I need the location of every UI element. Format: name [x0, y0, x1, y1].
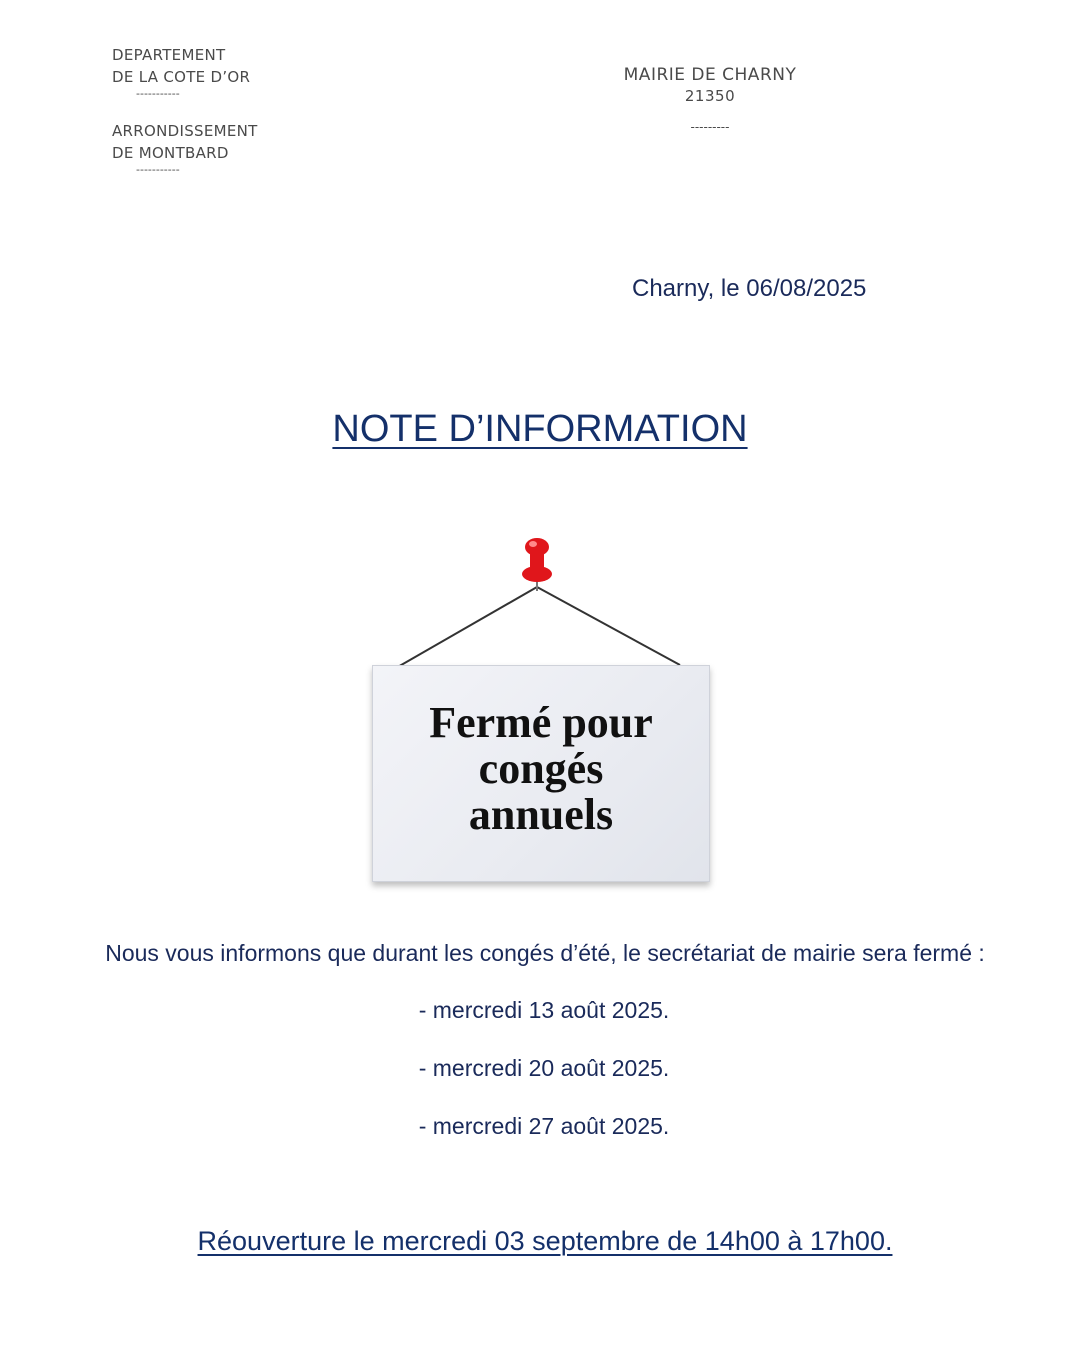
page-title-text: NOTE D’INFORMATION: [332, 408, 748, 450]
sign-line-1: Fermé pour: [429, 698, 653, 747]
mairie-name: MAIRIE DE CHARNY: [623, 65, 797, 85]
closed-date-item: - mercredi 13 août 2025.: [418, 997, 670, 1023]
sign-line-2: congés: [478, 744, 604, 793]
body-paragraph: Nous vous informons que durant les congés d’été, le secrétariat de mairie sera fermé :: [105, 940, 985, 966]
header-department-block: [112, 44, 258, 176]
sign-text: [373, 700, 709, 838]
header-mairie-block: [560, 64, 860, 134]
arrondissement-line2: DE MONTBARD: [112, 144, 229, 162]
reopening-text: Réouverture le mercredi 03 septembre de 14h00 à 17h00.: [197, 1226, 893, 1256]
push-pin-icon: [522, 538, 552, 591]
departement-line1: DEPARTEMENT: [112, 46, 226, 64]
date-line: Charny, le 06/08/2025: [632, 275, 867, 302]
closed-sign-illustration: [280, 525, 820, 895]
closed-date-item: - mercredi 27 août 2025.: [418, 1113, 670, 1139]
separator-1: -----------: [136, 87, 180, 100]
sign-card: [372, 665, 710, 882]
departement-line2: DE LA COTE D’OR: [112, 68, 251, 86]
string-right: [537, 587, 680, 665]
reopening-notice: [0, 1226, 1080, 1257]
string-left: [396, 587, 537, 668]
separator-2: -----------: [136, 163, 180, 176]
sign-line-3: annuels: [468, 790, 614, 839]
postal-code: 21350: [684, 87, 736, 105]
arrondissement-line1: ARRONDISSEMENT: [112, 122, 258, 140]
page-title: [0, 408, 1080, 451]
closed-date-item: - mercredi 20 août 2025.: [418, 1055, 670, 1081]
mairie-separator: ---------: [690, 120, 730, 134]
